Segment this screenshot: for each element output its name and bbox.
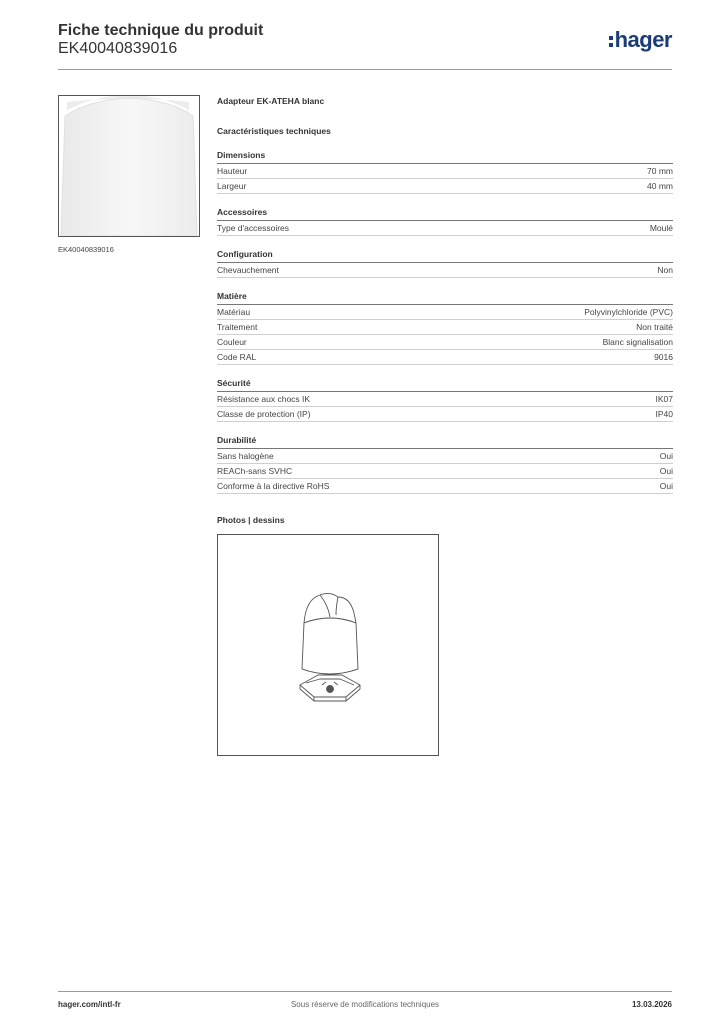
spec-label: Hauteur xyxy=(217,166,248,176)
spec-heading: Caractéristiques techniques xyxy=(217,126,331,136)
spec-value: IK07 xyxy=(655,394,673,404)
spec-row xyxy=(217,263,673,278)
spec-group-configuration xyxy=(217,248,673,278)
spec-row xyxy=(217,221,673,236)
spec-row xyxy=(217,407,673,422)
spec-label: Classe de protection (IP) xyxy=(217,409,311,419)
spec-label: REACh-sans SVHC xyxy=(217,466,293,476)
group-title: Matière xyxy=(217,290,673,305)
spec-label: Sans halogène xyxy=(217,451,274,461)
spec-label: Largeur xyxy=(217,181,247,191)
spec-group-accessoires xyxy=(217,206,673,236)
spec-value: Polyvinylchloride (PVC) xyxy=(584,307,673,317)
group-title: Durabilité xyxy=(217,434,673,449)
spec-value: Oui xyxy=(659,451,673,461)
spec-group-durabilite xyxy=(217,434,673,494)
spec-label: Traitement xyxy=(217,322,258,332)
hager-logo xyxy=(609,27,672,53)
photos-heading: Photos | dessins xyxy=(217,515,285,525)
product-thumbnail xyxy=(58,95,200,237)
product-name: Adapteur EK-ATEHA blanc xyxy=(217,96,325,106)
spec-group-securite xyxy=(217,377,673,422)
spec-row xyxy=(217,305,673,320)
spec-value: IP40 xyxy=(655,409,673,419)
footer-date: 13.03.2026 xyxy=(631,1000,672,1009)
spec-row xyxy=(217,479,673,494)
product-drawing xyxy=(217,534,439,756)
group-title: Dimensions xyxy=(217,149,673,164)
spec-label: Code RAL xyxy=(217,352,257,362)
footer-disclaimer: Sous réserve de modifications techniques xyxy=(290,1000,440,1009)
spec-section xyxy=(217,95,673,756)
spec-label: Couleur xyxy=(217,337,247,347)
spec-row xyxy=(217,320,673,335)
spec-row xyxy=(217,449,673,464)
spec-value: Non xyxy=(657,265,673,275)
spec-label: Matériau xyxy=(217,307,251,317)
spec-label: Conforme à la directive RoHS xyxy=(217,481,330,491)
spec-label: Chevauchement xyxy=(217,265,279,275)
spec-label: Type d'accessoires xyxy=(217,223,290,233)
logo-text: hager xyxy=(614,27,672,52)
thumbnail-caption: EK40040839016 xyxy=(58,245,114,254)
group-title: Accessoires xyxy=(217,206,673,221)
spec-row xyxy=(217,464,673,479)
product-drawing-image xyxy=(218,535,438,755)
spec-value: Blanc signalisation xyxy=(602,337,673,347)
spec-value: 9016 xyxy=(654,352,673,362)
footer-website-link[interactable]: hager.com/intl-fr xyxy=(58,1000,121,1009)
spec-row xyxy=(217,164,673,179)
product-reference: EK40040839016 xyxy=(58,40,178,57)
spec-row xyxy=(217,392,673,407)
page-footer xyxy=(58,991,672,1012)
spec-row xyxy=(217,179,673,194)
group-title: Sécurité xyxy=(217,377,673,392)
spec-row xyxy=(217,335,673,350)
spec-value: Moulé xyxy=(649,223,673,233)
spec-row xyxy=(217,350,673,365)
spec-value: Oui xyxy=(659,481,673,491)
page-header xyxy=(58,22,672,70)
group-title: Configuration xyxy=(217,248,673,263)
spec-group-dimensions xyxy=(217,149,673,194)
spec-value: Oui xyxy=(659,466,673,476)
product-thumbnail-image xyxy=(59,96,199,236)
spec-group-matiere xyxy=(217,290,673,365)
logo-dots-icon xyxy=(609,36,613,47)
document-title: Fiche technique du produit xyxy=(58,22,264,39)
spec-value: Non traité xyxy=(636,322,673,332)
spec-value: 40 mm xyxy=(647,181,673,191)
spec-label: Résistance aux chocs IK xyxy=(217,394,311,404)
spec-value: 70 mm xyxy=(647,166,673,176)
